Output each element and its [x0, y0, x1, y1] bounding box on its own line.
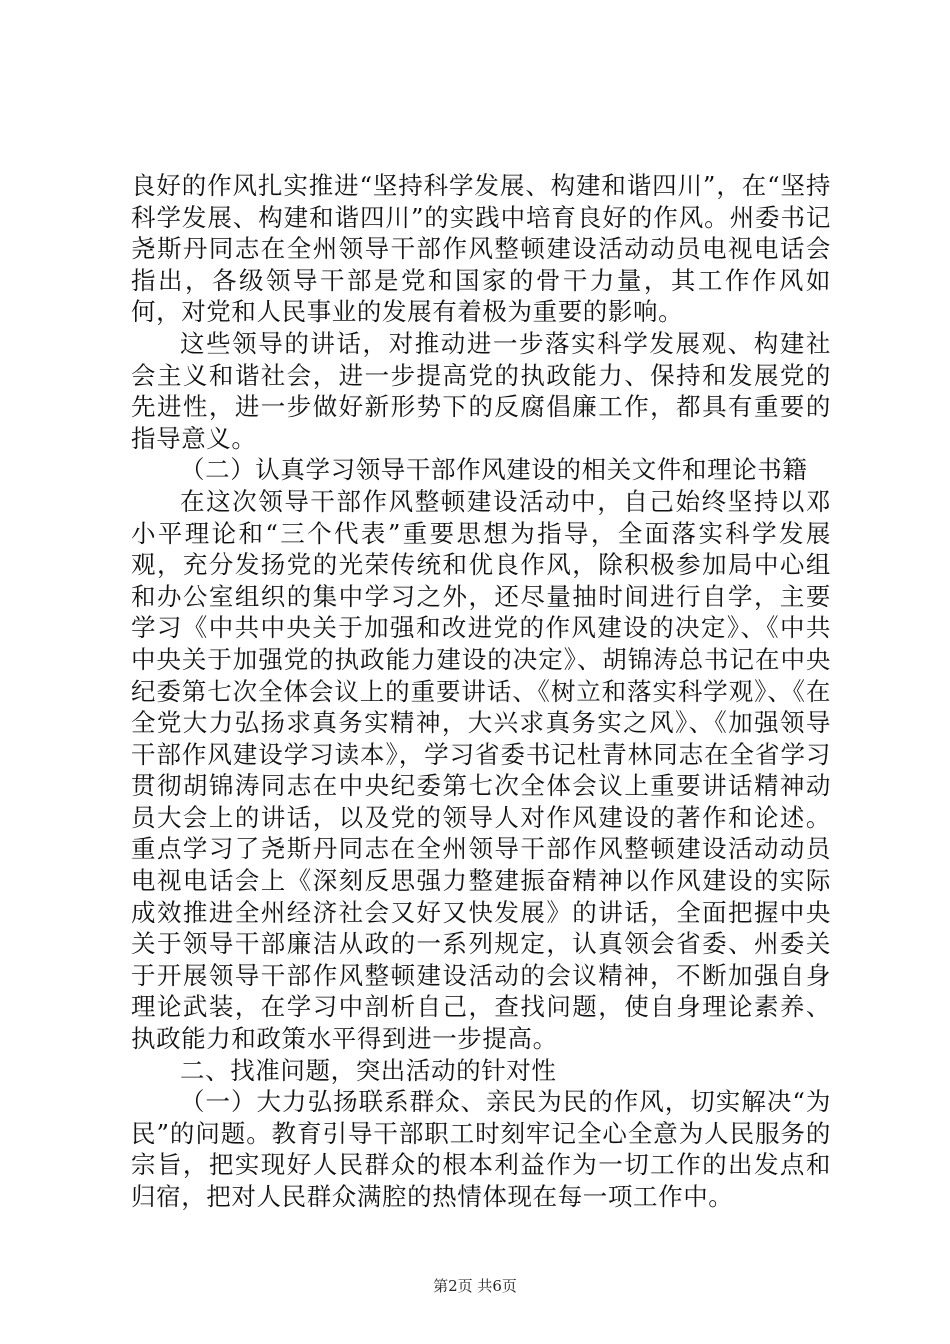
section-heading-2: （二）认真学习领导干部作风建设的相关文件和理论书籍	[180, 455, 808, 485]
chapter-heading-2: 二、找准问题，突出活动的针对性	[180, 1055, 557, 1085]
page-footer: 第2页 共6页	[433, 1277, 517, 1295]
paragraph-1: 良好的作风扎实推进“坚持科学发展、构建和谐四川”，在“坚持科学发展、构建和谐四川”的实践中培育良好的作风。州委书记尧斯丹同志在全州领导干部作风整顿建设活动动员电视电话会指出，各级领导干部是党和国家的骨干力量，其工作作风如何，对党和人民事业的发展有着极为重要的影响。	[131, 171, 831, 327]
document-body	[131, 170, 831, 1213]
paragraph-4: （一）大力弘扬联系群众、亲民为民的作风，切实解决“为民”的问题。教育引导干部职工时刻牢记全心全意为人民服务的宗旨，把实现好人民群众的根本利益作为一切工作的出发点和归宿，把对人民群众满腔的热情体现在每一项工作中。	[131, 1087, 831, 1211]
paragraph-2: 这些领导的讲话，对推动进一步落实科学发展观、构建社会主义和谐社会，进一步提高党的执政能力、保持和发展党的先进性，进一步做好新形势下的反腐倡廉工作，都具有重要的指导意义。	[131, 328, 831, 453]
paragraph-3: 在这次领导干部作风整顿建设活动中，自己始终坚持以邓小平理论和“三个代表”重要思想为指导，全面落实科学发展观，充分发扬党的光荣传统和优良作风，除积极参加局中心组和办公室组织的集中学习之外，还尽量抽时间进行自学，主要学习《中共中央关于加强和改进党的作风建设的决定》、《中共中央关于加强党的执政能力建设的决定》、胡锦涛总书记在中央纪委第七次全体会议上的重要讲话、《树立和落实科学观》、《在全党大力弘扬求真务实精神，大兴求真务实之风》、《加强领导干部作风建设学习读本》，学习省委书记杜青林同志在全省学习贯彻胡锦涛同志在中央纪委第七次全体会议上重要讲话精神动员大会上的讲话，以及党的领导人对作风建设的著作和论述。重点学习了尧斯丹同志在全州领导干部作风整顿建设活动动员电视电话会上《深刻反思强力整建振奋精神以作风建设的实际成效推进全州经济社会又好又快发展》的讲话，全面把握中央关于领导干部廉洁从政的一系列规定，认真领会省委、州委关于开展领导干部作风整顿建设活动的会议精神，不断加强自身理论武装，在学习中剖析自己，查找问题，使自身理论素养、执政能力和政策水平得到进一步提高。	[131, 486, 831, 1054]
